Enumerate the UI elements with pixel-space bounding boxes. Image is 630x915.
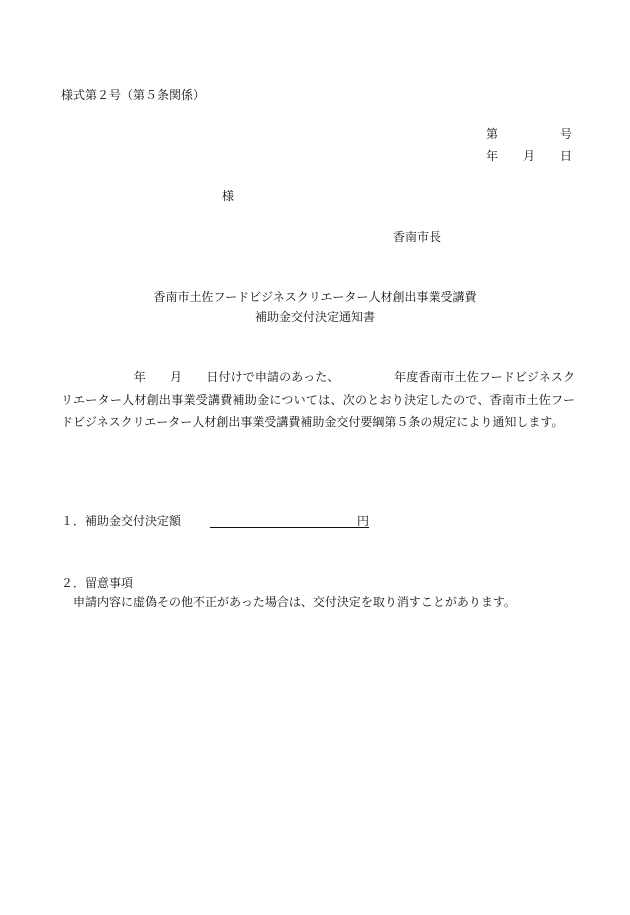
date-day: 日 — [559, 149, 572, 163]
recipient-honorific: 様 — [222, 189, 235, 203]
item-2-label: ２．留意事項 — [61, 576, 134, 590]
document-title-line-1: 香南市土佐フードビジネスクリエーター人材創出事業受講費 — [153, 290, 477, 304]
form-number: 様式第２号（第５条関係） — [61, 88, 206, 102]
document-title-line-2: 補助金交付決定通知書 — [254, 310, 375, 324]
issue-date-line — [486, 147, 572, 163]
date-year: 年 — [486, 149, 499, 163]
issuer-name: 香南市長 — [393, 230, 442, 244]
body-paragraph: 年 月 日付けで申請のあった、 年度香南市土佐フードビジネスクリエーター人材創出事業受講費補助金については、次のとおり決定したので、香南市土佐フードビジネスクリエーター人材創出事業受講費補助金交付要綱第５条の規定により通知します。 — [61, 370, 575, 429]
item-1-label: １．補助金交付決定額 — [61, 514, 182, 528]
item-2-text: 申請内容に虚偽その他不正があった場合は、交付決定を取り消すことがあります。 — [73, 595, 516, 609]
grant-amount-field — [210, 512, 369, 528]
doc-number-suffix: 号 — [559, 127, 572, 141]
document-number-line — [486, 125, 572, 141]
doc-number-prefix: 第 — [486, 127, 499, 141]
currency-unit: 円 — [356, 514, 369, 528]
date-month: 月 — [523, 149, 536, 163]
